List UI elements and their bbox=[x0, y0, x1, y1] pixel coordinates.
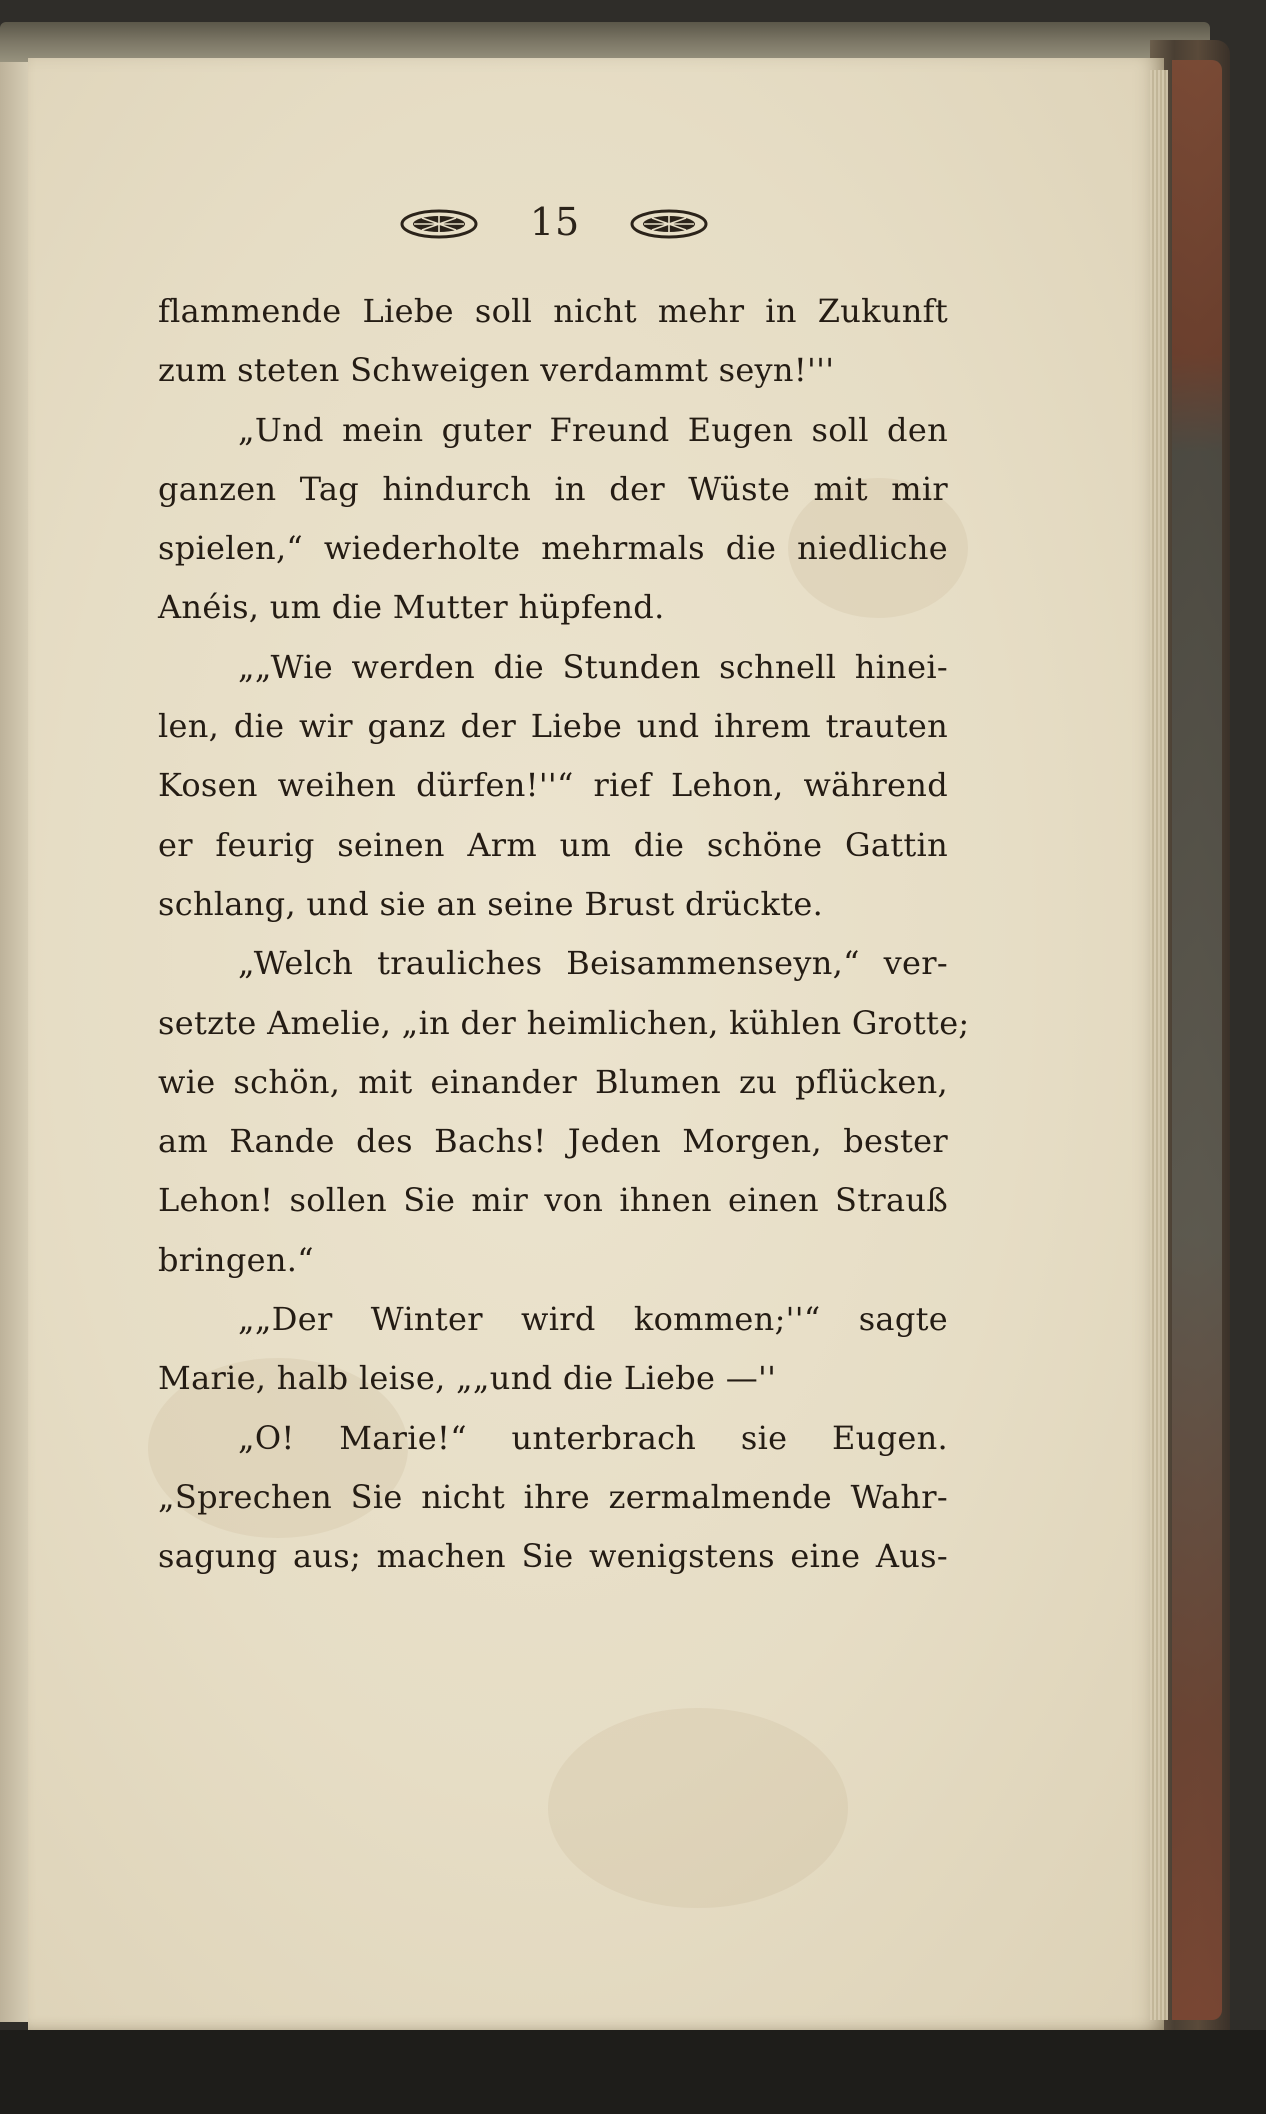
text-line: Kosen weihen dürfen!''“ rief Lehon, während bbox=[158, 766, 948, 805]
page-number: 15 bbox=[529, 200, 581, 244]
text-line: am Rande des Bachs! Jeden Morgen, bester bbox=[158, 1122, 948, 1161]
text-line: len, die wir ganz der Liebe und ihrem trauten bbox=[158, 707, 948, 746]
text-line: setzte Amelie, „in der heimlichen, kühlen Grotte; bbox=[158, 1003, 970, 1042]
text-line: „„Wie werden die Stunden schnell hinei- bbox=[238, 647, 948, 686]
text-line: „O! Marie!“ unterbrach sie Eugen. bbox=[238, 1418, 948, 1457]
page-block-edges bbox=[1150, 70, 1168, 2020]
text-line: „Und mein guter Freund Eugen soll den bbox=[238, 410, 948, 449]
book-bottom-edge bbox=[0, 2030, 1266, 2114]
text-line: er feurig seinen Arm um die schöne Gattin bbox=[158, 825, 948, 864]
text-line: bringen.“ bbox=[158, 1240, 314, 1279]
text-line: schlang, und sie an seine Brust drückte. bbox=[158, 884, 824, 923]
page-header bbox=[400, 200, 710, 250]
body-text bbox=[158, 282, 970, 1587]
book-cover-band bbox=[1172, 60, 1222, 2020]
text-line: „„Der Winter wird kommen;''“ sagte bbox=[238, 1300, 948, 1339]
left-ornament-icon bbox=[400, 208, 478, 240]
text-line: ganzen Tag hindurch in der Wüste mit mir bbox=[158, 469, 948, 508]
text-line: Lehon! sollen Sie mir von ihnen einen Strauß bbox=[158, 1181, 948, 1220]
text-line: „Sprechen Sie nicht ihre zermalmende Wahr- bbox=[158, 1477, 948, 1516]
facing-page-edge bbox=[0, 62, 30, 2022]
text-line: sagung aus; machen Sie wenigstens eine Aus- bbox=[158, 1537, 948, 1576]
paper-stain bbox=[548, 1708, 848, 1908]
text-line: Anéis, um die Mutter hüpfend. bbox=[158, 588, 665, 627]
right-ornament-icon bbox=[630, 208, 708, 240]
text-line: wie schön, mit einander Blumen zu pflücken, bbox=[158, 1062, 948, 1101]
text-line: „Welch trauliches Beisammenseyn,“ ver- bbox=[238, 944, 948, 983]
text-line: Marie, halb leise, „„und die Liebe —'' bbox=[158, 1359, 777, 1398]
text-line: flammende Liebe soll nicht mehr in Zukunft bbox=[158, 292, 948, 330]
text-line: zum steten Schweigen verdammt seyn!''' bbox=[158, 351, 835, 390]
text-line: spielen,“ wiederholte mehrmals die niedliche bbox=[158, 529, 948, 568]
